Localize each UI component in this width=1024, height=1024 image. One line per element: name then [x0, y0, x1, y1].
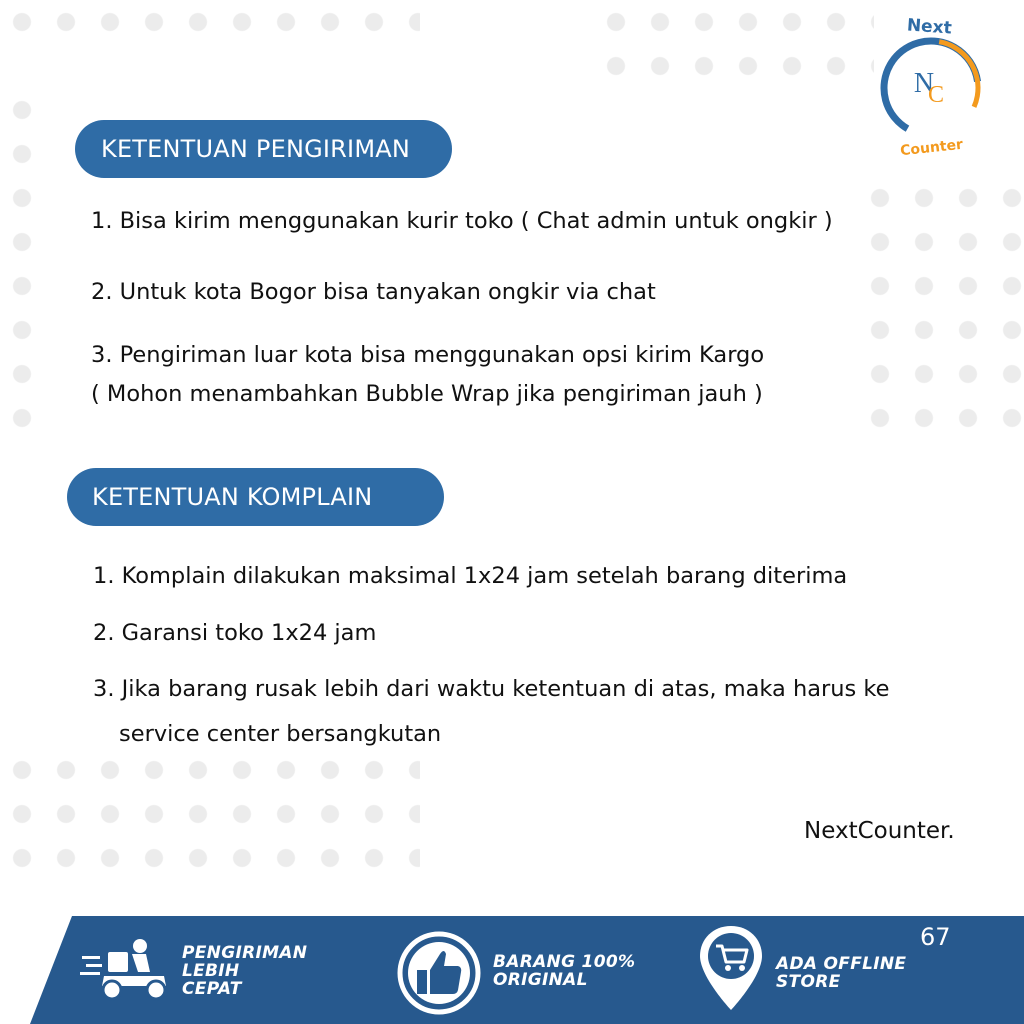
feature-original-goods — [493, 953, 635, 989]
dot-pattern-right — [858, 176, 1024, 440]
feature-text-line: STORE — [776, 972, 841, 992]
feature-text-line: LEBIH — [182, 961, 240, 981]
page-number: 67 — [920, 923, 951, 951]
shipping-section-title: KETENTUAN PENGIRIMAN — [75, 120, 452, 178]
shipping-line: 1. Bisa kirim menggunakan kurir toko ( Chat admin untuk ongkir ) — [91, 208, 833, 234]
thumbs-up-icon — [396, 930, 482, 1020]
complaint-line: 3. Jika barang rusak lebih dari waktu ketentuan di atas, maka harus ke — [93, 676, 890, 702]
logo-top-word: Next — [906, 15, 953, 39]
complaint-line: service center bersangkutan — [119, 721, 442, 747]
delivery-scooter-icon — [80, 936, 172, 1006]
complaint-section-title: KETENTUAN KOMPLAIN — [67, 468, 444, 526]
feature-offline-store — [776, 955, 906, 991]
dot-pattern-top-left — [0, 0, 420, 44]
shipping-line: 3. Pengiriman luar kota bisa menggunakan opsi kirim Kargo — [91, 342, 765, 368]
feature-fast-shipping — [182, 944, 307, 998]
signature: NextCounter. — [804, 818, 955, 844]
complaint-line: 1. Komplain dilakukan maksimal 1x24 jam setelah barang diterima — [93, 563, 848, 589]
next-counter-logo — [874, 12, 988, 158]
shipping-line: ( Mohon menambahkan Bubble Wrap jika pengiriman jauh ) — [91, 381, 763, 407]
logo-monogram-n: N — [913, 68, 935, 99]
dot-pattern-top-right — [594, 0, 874, 88]
logo-bottom-word: Counter — [899, 136, 964, 158]
feature-text-line: ORIGINAL — [493, 970, 588, 990]
feature-text-line: CEPAT — [182, 979, 242, 999]
dot-pattern-bottom-left — [0, 748, 420, 880]
store-cart-pin-icon — [696, 922, 766, 1018]
shipping-line: 2. Untuk kota Bogor bisa tanyakan ongkir via chat — [91, 279, 656, 305]
feature-text-line: PENGIRIMAN — [182, 943, 308, 963]
feature-text-line: ADA OFFLINE — [776, 954, 907, 974]
complaint-line: 2. Garansi toko 1x24 jam — [93, 620, 377, 646]
feature-text-line: BARANG 100% — [493, 952, 636, 972]
logo-monogram-c: C — [927, 82, 945, 108]
dot-pattern-left — [0, 88, 44, 440]
